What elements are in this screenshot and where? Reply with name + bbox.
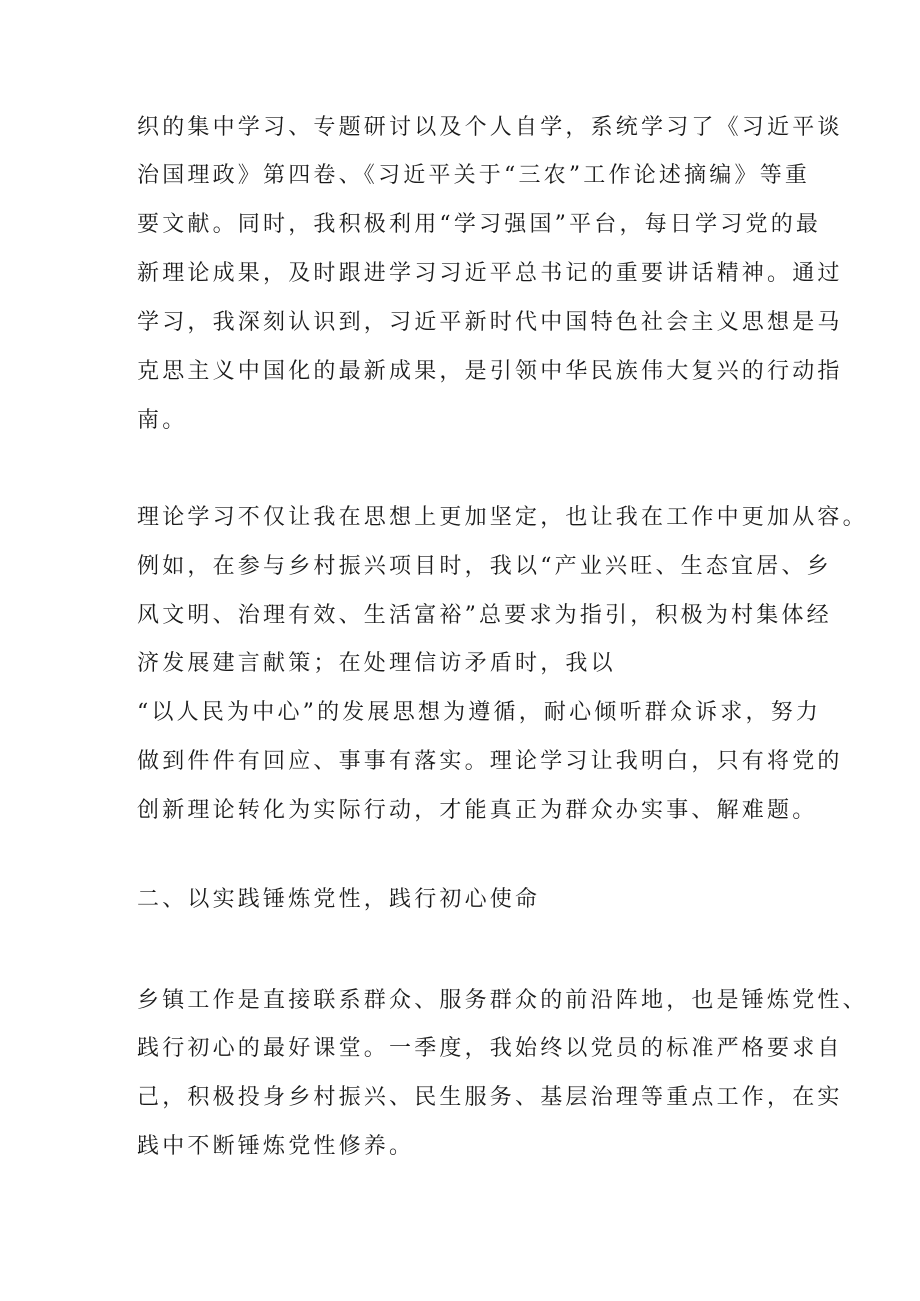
paragraph-3-line-2: 践行初心的最好课堂。一季度，我始终以党员的标准严格要求自 <box>137 1036 843 1061</box>
paragraph-3-line-4: 践中不断锤炼党性修养。 <box>137 1134 415 1159</box>
paragraph-1-line-1: 织的集中学习、专题研讨以及个人自学，系统学习了《习近平谈 <box>137 115 843 140</box>
paragraph-1-line-7: 南。 <box>137 408 188 433</box>
paragraph-2-line-5: “以人民为中心”的发展思想为遵循，耐心倾听群众诉求，努力 <box>137 700 822 725</box>
paragraph-2-line-4: 济发展建言献策；在处理信访矛盾时，我以 <box>137 651 616 676</box>
paragraph-1-line-6: 克思主义中国化的最新成果，是引领中华民族伟大复兴的行动指 <box>137 359 843 384</box>
paragraph-2-line-7: 创新理论转化为实际行动，才能真正为群众办实事、解难题。 <box>137 798 818 823</box>
paragraph-1-line-2: 治国理政》第四卷、《习近平关于“三农”工作论述摘编》等重 <box>137 163 811 188</box>
paragraph-2-line-6: 做到件件有回应、事事有落实。理论学习让我明白，只有将党的 <box>137 749 843 774</box>
paragraph-1-line-4: 新理论成果，及时跟进学习习近平总书记的重要讲话精神。通过 <box>137 261 843 286</box>
paragraph-3-line-3: 己，积极投身乡村振兴、民生服务、基层治理等重点工作，在实 <box>137 1085 843 1110</box>
paragraph-1-line-5: 学习，我深刻认识到，习近平新时代中国特色社会主义思想是马 <box>137 310 843 335</box>
paragraph-3-line-1: 乡镇工作是直接联系群众、服务群众的前沿阵地，也是锤炼党性、 <box>137 988 868 1013</box>
paragraph-2-line-2: 例如，在参与乡村振兴项目时，我以“产业兴旺、生态宜居、乡 <box>137 554 832 579</box>
section-heading: 二、以实践锤炼党性，践行初心使命 <box>137 887 541 912</box>
paragraph-2-line-3: 风文明、治理有效、生活富裕”总要求为指引，积极为村集体经 <box>137 603 832 628</box>
paragraph-2-line-1: 理论学习不仅让我在思想上更加坚定，也让我在工作中更加从容。 <box>137 505 868 530</box>
paragraph-1-line-3: 要文献。同时，我积极利用“学习强国”平台，每日学习党的最 <box>137 212 822 237</box>
